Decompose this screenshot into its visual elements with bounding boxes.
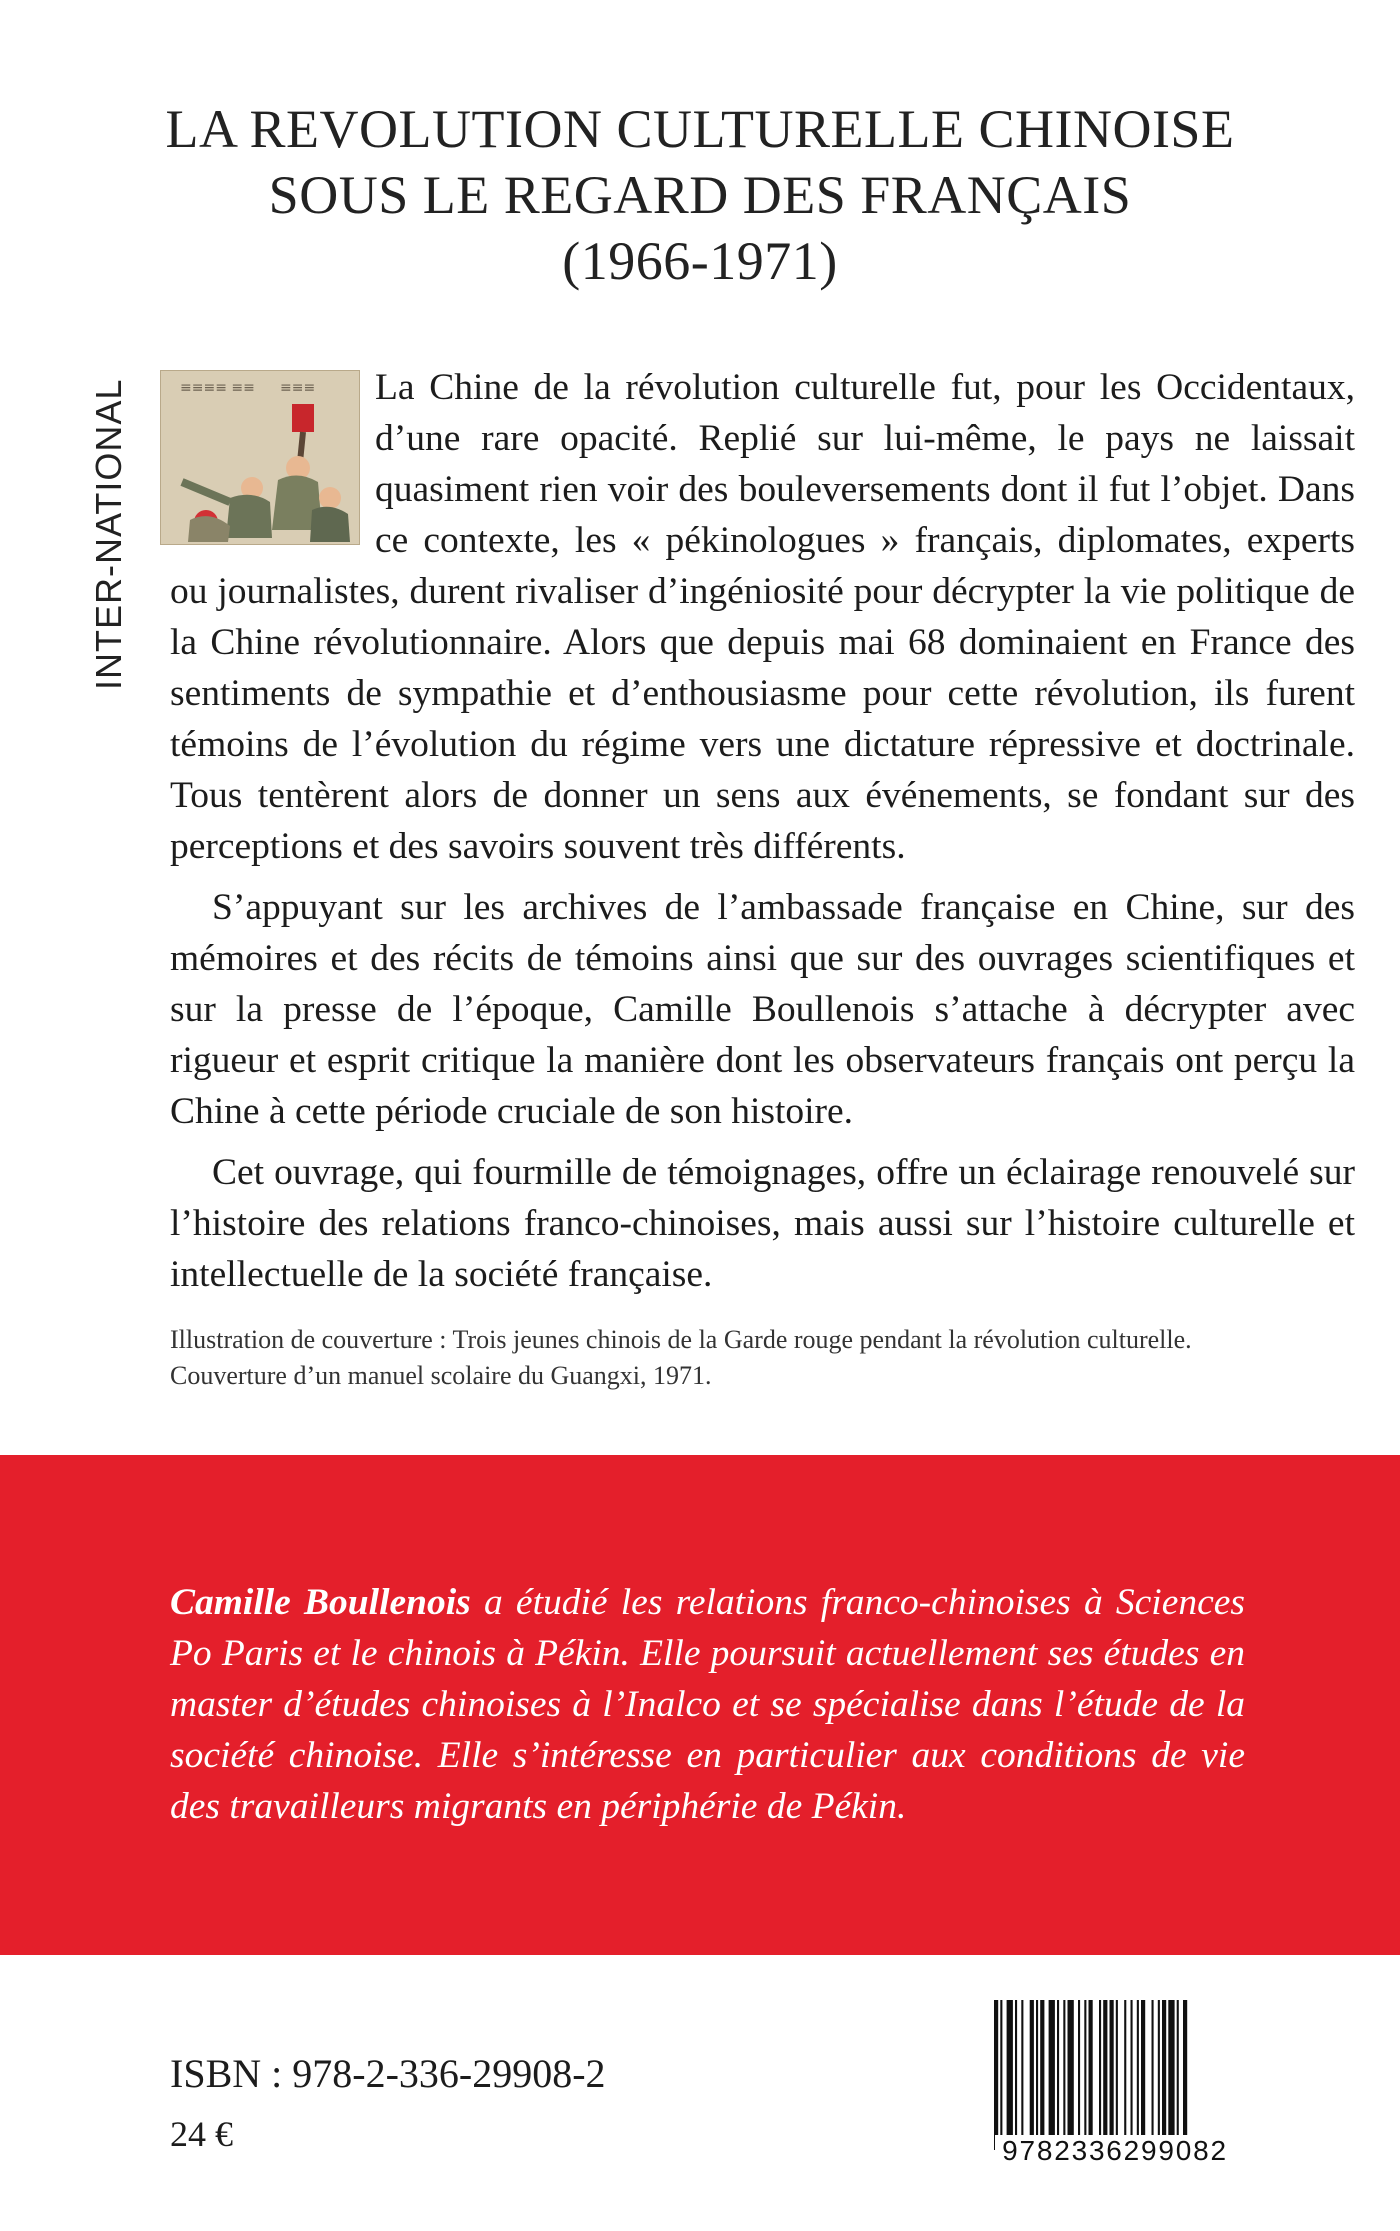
barcode-bar [1036, 2000, 1038, 2150]
svg-text:≡≡≡≡ ≡≡: ≡≡≡≡ ≡≡ [180, 380, 255, 396]
barcode-bar [1116, 2000, 1118, 2150]
barcode-bar [1168, 2000, 1174, 2150]
title-line-3: (1966-1971) [562, 231, 838, 291]
barcode-bar [1068, 2000, 1074, 2150]
barcode-bar [1124, 2000, 1126, 2150]
barcode-bar [1015, 2000, 1017, 2150]
barcode-bar [1030, 2000, 1034, 2150]
description-paragraph-2: S’appuyant sur les archives de l’ambassade française en Chine, sur des mémoires et des récits de témoins ainsi que sur des ouvrages scientifiques et sur la presse de l’époque, Camille Boullenois s’attache à décrypter avec rigueur et esprit critique la manière dont les observateurs français ont perçu la Chine à cette période cruciale de son histoire. [170, 887, 1355, 1132]
barcode-bar [1131, 2000, 1133, 2150]
isbn: ISBN : 978-2-336-29908-2 [170, 2051, 606, 2096]
barcode-digits: 9782336299082 [995, 2135, 1235, 2167]
barcode-bar [1103, 2000, 1107, 2150]
barcode-bar [1137, 2000, 1139, 2150]
description-paragraph-3: Cet ouvrage, qui fourmille de témoignages, offre un éclairage renouvelé sur l’histoire des relations franco-chinoises, mais aussi sur l’histoire culturelle et intellectuelle de la société française. [170, 1152, 1355, 1295]
book-title [0, 96, 1400, 294]
caption-line-2: Couverture d’un manuel scolaire du Guangxi, 1971. [170, 1361, 712, 1390]
barcode-bar [1141, 2000, 1145, 2150]
title-line-2: SOUS LE REGARD DES FRANÇAIS [268, 165, 1132, 225]
barcode-bar [994, 2000, 998, 2150]
author-bio-text: a étudié les relations franco-chinoises à Sciences Po Paris et le chinois à Pékin. Elle poursuit actuellement ses études en master d’études chinoises à l’Inalco et se spécialise dans l’étude de la société chinoise. Elle s’intéresse en particulier aux conditions de vie des travailleurs migrants en périphérie de Pékin. [170, 1582, 1245, 1827]
barcode-bar [1099, 2000, 1101, 2150]
barcode-bar [1158, 2000, 1160, 2150]
barcode-bar [1084, 2000, 1086, 2150]
barcode-bar [1110, 2000, 1114, 2150]
description-text [170, 362, 1355, 1310]
barcode-bar [1057, 2000, 1059, 2150]
barcode-bar [1177, 2000, 1179, 2150]
caption-line-1: Illustration de couverture : Trois jeunes chinois de la Garde rouge pendant la révolution culturelle. [170, 1325, 1192, 1354]
author-name: Camille Boullenois [170, 1582, 471, 1623]
barcode-bar [1162, 2000, 1166, 2150]
title-line-1: LA REVOLUTION CULTURELLE CHINOISE [165, 99, 1235, 159]
svg-text:≡≡≡: ≡≡≡ [280, 380, 316, 396]
barcode-bar [1021, 2000, 1023, 2150]
collection-label: INTER-NATIONAL [88, 378, 129, 690]
barcode-bar [1063, 2000, 1065, 2150]
barcode-bar [1007, 2000, 1013, 2150]
barcode-bar [1089, 2000, 1093, 2150]
description-paragraph-1: La Chine de la révolution culturelle fut, pour les Occidentaux, d’une rare opacité. Replié sur lui-même, le pays ne laissait quasiment rien voir des bouleversements dont il fut l’objet. Dans ce contexte, les « pékinologues » français, diplomates, experts ou journalistes, durent rivaliser d’ingéniosité pour décrypter la vie politique de la Chine révolutionnaire. Alors que depuis mai 68 dominaient en France des sentiments de sympathie et d’enthousiasme pour cette révolution, ils furent témoins de l’évolution du régime vers une dictature répressive et doctrinale. Tous tentèrent alors de donner un sens aux événements, se fondant sur des perceptions et des savoirs souvent très différents. [170, 367, 1355, 867]
cover-caption [170, 1322, 1370, 1394]
barcode-bar [1000, 2000, 1002, 2150]
barcode-bar [1183, 2000, 1187, 2150]
price: 24 € [170, 2114, 233, 2154]
barcode-bar [1152, 2000, 1154, 2150]
author-bio [170, 1577, 1245, 1832]
barcode-bar [1040, 2000, 1044, 2150]
barcode-bar [1078, 2000, 1080, 2150]
barcode-bar [1049, 2000, 1055, 2150]
illustration-spacer [170, 362, 375, 542]
